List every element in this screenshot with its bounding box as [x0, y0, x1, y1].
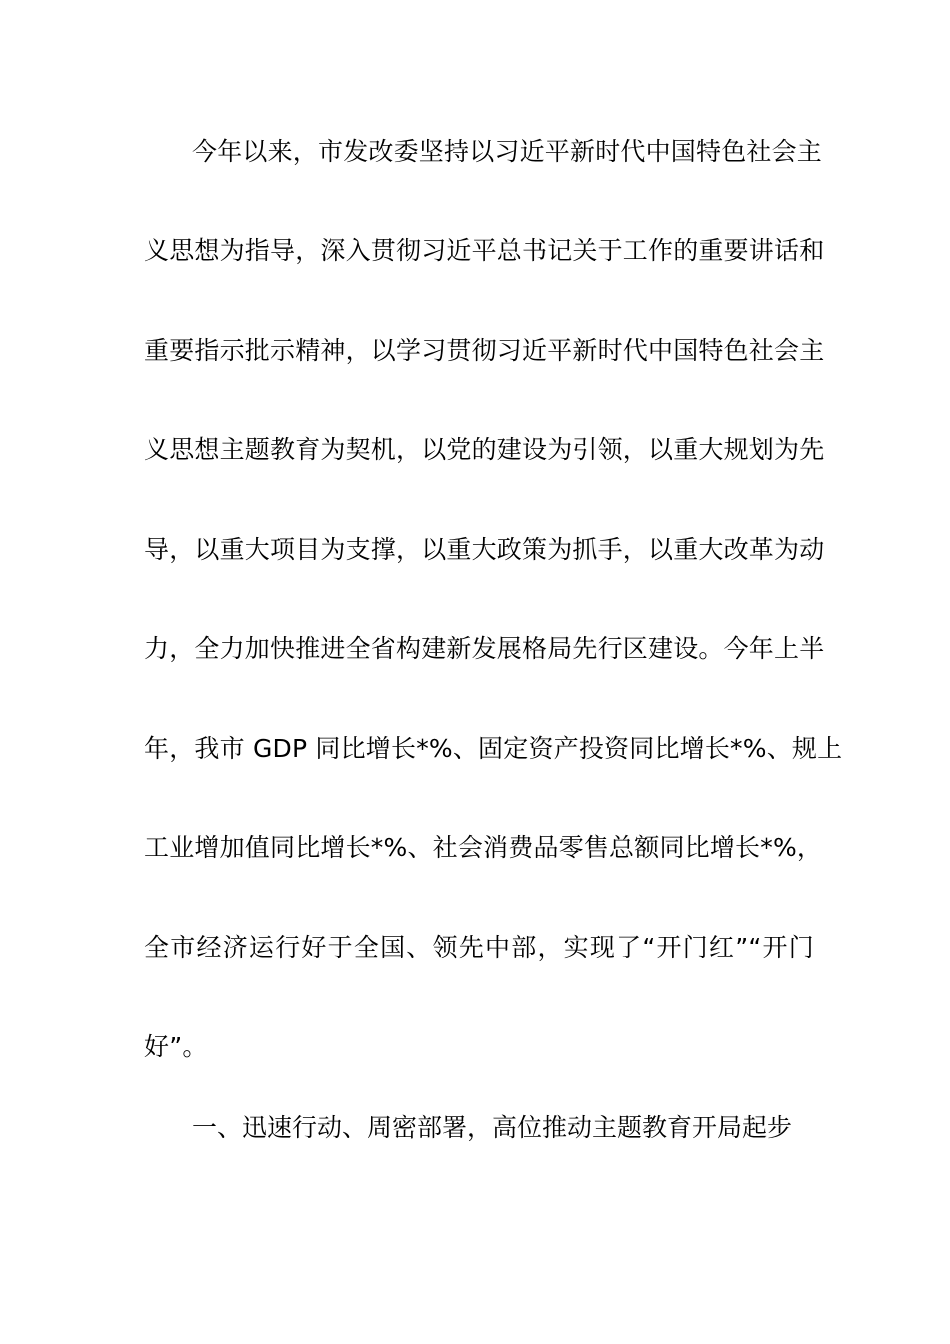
paragraph-line-9: 全市经济运行好于全国、领先中部，实现了“开门红”“开门 [144, 933, 814, 962]
paragraph-line-1: 今年以来，市发改委坚持以习近平新时代中国特色社会主 [192, 137, 823, 166]
paragraph-line-8: 工业增加值同比增长*%、社会消费品零售总额同比增长*%， [144, 833, 823, 862]
paragraph-line-2: 义思想为指导，深入贯彻习近平总书记关于工作的重要讲话和 [144, 236, 825, 265]
paragraph-line-3: 重要指示批示精神，以学习贯彻习近平新时代中国特色社会主 [144, 336, 825, 365]
paragraph-line-4: 义思想主题教育为契机，以党的建设为引领，以重大规划为先 [144, 435, 825, 464]
paragraph-line-6: 力，全力加快推进全省构建新发展格局先行区建设。今年上半 [144, 634, 825, 663]
paragraph-line-5: 导，以重大项目为支撑，以重大政策为抓手，以重大改革为动 [144, 535, 825, 564]
paragraph-line-7: 年，我市 GDP 同比增长*%、固定资产投资同比增长*%、规上 [144, 734, 843, 763]
paragraph-line-10: 好”。 [144, 1032, 208, 1061]
section-heading: 一、迅速行动、周密部署，高位推动主题教育开局起步 [192, 1113, 793, 1142]
